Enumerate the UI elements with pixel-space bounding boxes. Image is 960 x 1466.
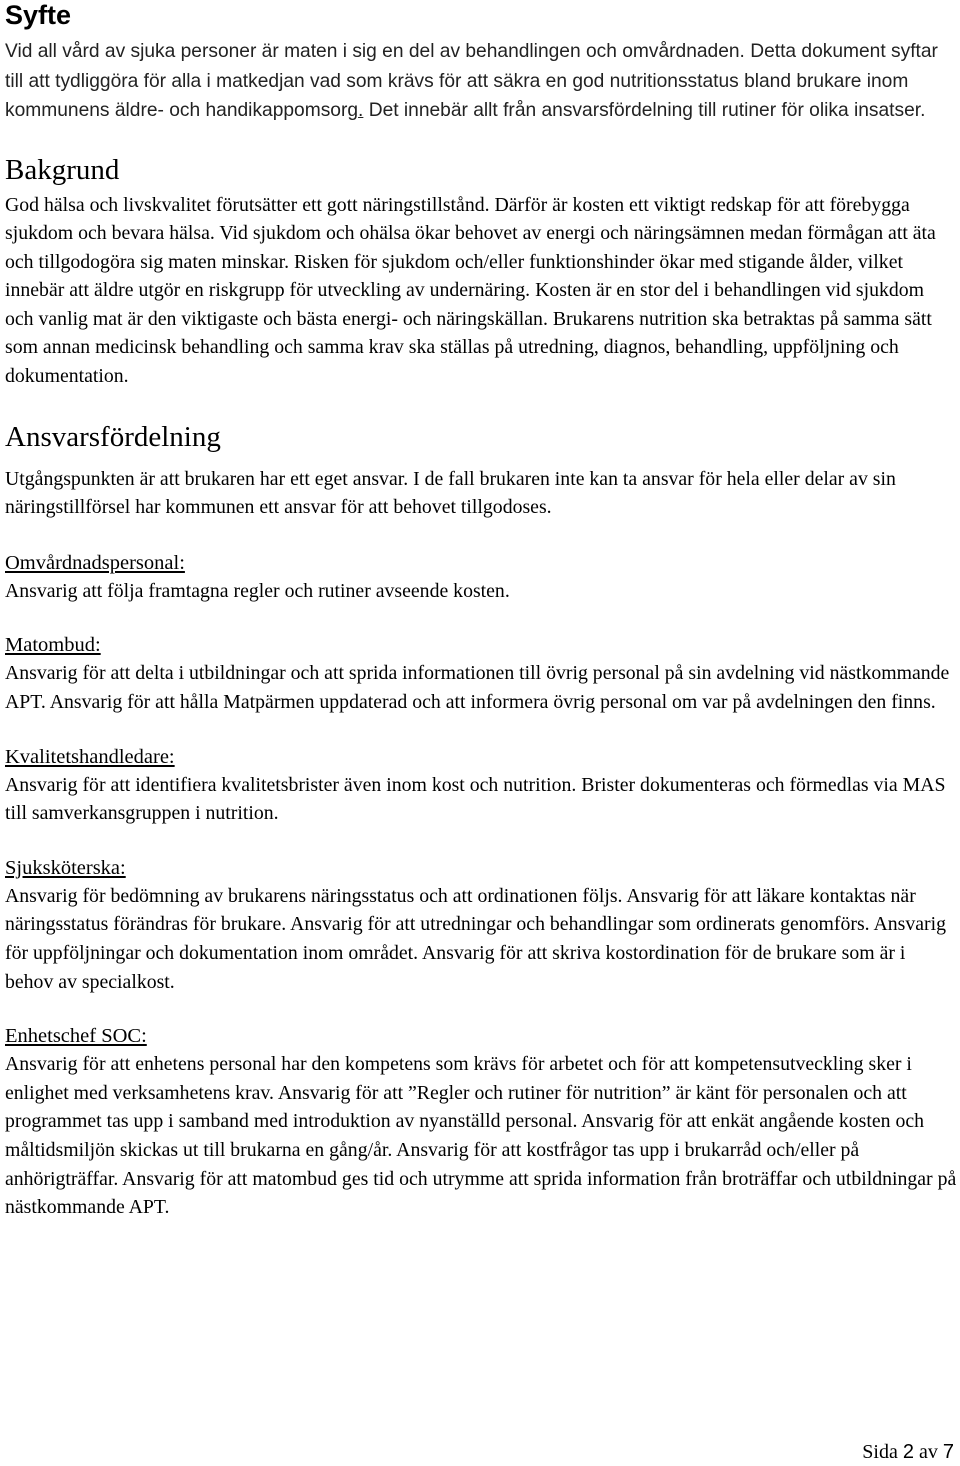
syfte-text-part1: Vid all vård av sjuka personer är maten i sig en del av behandlingen och omvårdnaden. Detta dokument syftar till att tydliggöra för alla i matkedjan vad som krävs för att säkra en god nutritionsstatus bland brukare inom kommunens äldre- och handikappomsorg: [5, 41, 938, 121]
footer-prefix: Sida: [862, 1441, 903, 1463]
ansvar-heading: Ansvarsfördelning: [5, 420, 221, 453]
syfte-text: [5, 37, 957, 126]
role-title-kvalitetshandledare: Kvalitetshandledare:: [5, 745, 175, 768]
role-title-omvardnadspersonal: Omvårdnadspersonal:: [5, 551, 185, 574]
syfte-text-dot: .: [358, 100, 364, 121]
role-title-matombud: Matombud:: [5, 634, 101, 657]
role-text-kvalitetshandledare: Ansvarig för att identifiera kvalitetsbrister även inom kost och nutrition. Brister dokumenteras och förmedlas via MAS till samverkansgruppen i nutrition.: [5, 773, 946, 825]
bakgrund-heading: Bakgrund: [5, 153, 120, 186]
syfte-text-part2: Det innebär allt från ansvarsfördelning till rutiner för olika insatser.: [363, 100, 926, 121]
role-text-sjukskoterska: Ansvarig för bedömning av brukarens näringsstatus och att ordinationen följs. Ansvarig för att läkare kontaktas när näringsstatus förändras för brukare. Ansvarig för att utredningar och behandlingar som ordinerats genomförs. Ansvarig för uppföljningar och dokumentation inom området. Ansvarig för att skriva kostordination för de brukare som är i behov av specialkost.: [5, 884, 946, 993]
syfte-heading: Syfte: [5, 0, 72, 30]
role-text-omvardnadspersonal: Ansvarig att följa framtagna regler och rutiner avseende kosten.: [5, 579, 510, 602]
role-title-sjukskoterska: Sjuksköterska:: [5, 856, 126, 879]
role-text-matombud: Ansvarig för att delta i utbildningar och att sprida informationen till övrig personal på sin avdelning vid nästkommande APT. Ansvarig för att hålla Matpärmen uppdaterad och att informera övrig personal om var på avdelningen den finns.: [5, 662, 950, 714]
footer-total-pages: 7: [942, 1441, 954, 1463]
page-footer: [862, 1441, 954, 1464]
role-text-enhetschef: Ansvarig för att enhetens personal har den kompetens som krävs för arbetet och för att kompetensutveckling sker i enlighet med verksamhetens krav. Ansvarig för att ”Regler och rutiner för nutrition” är känt för personalen och att programmet tas upp i samband med introduktion av nyanställd personal. Ansvarig för att enkät angående kosten och måltidsmiljön skickas ut till brukarna en gång/år. Ansvarig för att kostfrågor tas upp i brukarråd och/eller på anhörigträffar. Ansvarig för att matombud ges tid och utrymme att sprida information från broträffar och utbildningar på nästkommande APT.: [5, 1053, 957, 1219]
footer-page-number: 2: [902, 1441, 914, 1463]
role-title-enhetschef: Enhetschef SOC:: [5, 1025, 147, 1048]
ansvar-text: Utgångspunkten är att brukaren har ett eget ansvar. I de fall brukaren inte kan ta ansvar för hela eller delar av sin näringstillförsel har kommunen ett ansvar för att behovet tillgodoses.: [5, 467, 896, 519]
document-page: [5, 0, 957, 1222]
bakgrund-text: God hälsa och livskvalitet förutsätter ett gott näringstillstånd. Därför är kosten ett viktigt redskap för att förebygga sjukdom och bevara hälsa. Vid sjukdom och ohälsa ökar behovet av energi och näringsämnen medan förmågan att äta och tillgodogöra sig maten minskar. Risken för sjukdom och/eller funktionshinder ökar med stigande ålder, vilket innebär att äldre utgör en riskgrupp för utveckling av undernäring. Kosten är en stor del i behandlingen vid sjukdom och vanlig mat är den viktigaste och bästa energi- och näringskällan. Brukarens nutrition ska betraktas på samma sätt som annan medicinsk behandling och samma krav ska ställas på utredning, diagnos, behandling, uppföljning och dokumentation.: [5, 193, 936, 388]
footer-middle: av: [913, 1441, 943, 1463]
